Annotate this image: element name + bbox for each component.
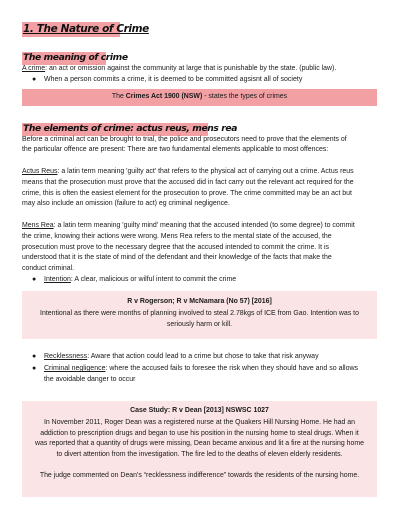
elements-heading: The elements of crime: actus reus, mens rea	[23, 123, 238, 134]
dean-case-box	[22, 401, 377, 497]
crimes-act-suffix: - states the types of crimes	[202, 93, 288, 100]
crimes-act-text	[22, 92, 377, 103]
mens-rea-line-1	[22, 221, 355, 232]
recklessness-text	[44, 352, 319, 363]
crimes-act-box	[22, 89, 377, 106]
mens-rea-line-2: the crime, knowing their actions were wrong. Mens Rea refers to the mental state of the accused, the	[22, 233, 332, 240]
rogerson-case-line-1: Intentional as there were months of planning involved to steal 2.78kgs of ICE from Gao. Intention was to	[40, 310, 359, 317]
dean-case-title: Case Study: R v Dean [2013] NSWSC 1027	[130, 407, 269, 414]
crime-term: A crime	[22, 65, 46, 72]
crimes-act-prefix: The	[111, 93, 126, 100]
mens-rea-term: Mens Rea	[22, 222, 54, 229]
crime-definition	[22, 64, 336, 75]
actus-reus-line-3: crime, this is often the easiest element for the prosecution to prove. The crime committed may be an act but	[22, 190, 352, 197]
mens-rea-line-3: prosecution must prove to the necessary degree that the accused intended to commit the crime. It is	[22, 244, 329, 251]
dean-case-line-2: addiction to prescription drugs and began to use his position in the nursing home to steal drugs. When it	[40, 430, 359, 437]
rogerson-case-box	[22, 291, 377, 339]
recklessness-term: Recklessness	[44, 353, 88, 360]
crime-definition-text: : an act or omission against the community at large that is punishable by the state. (public law).	[45, 65, 337, 72]
crimes-act-name: Crimes Act 1900 (NSW)	[125, 93, 203, 100]
meaning-heading: The meaning of crime	[23, 52, 128, 63]
dean-case-line-1: In November 2011, Roger Dean was a registered nurse at the Quakers Hill Nursing Home. He had an	[43, 419, 356, 426]
elements-intro-2: the particular offence are present: There are two fundamental elements applicable to most offences:	[22, 146, 329, 153]
bullet-dot-icon: ●	[32, 365, 37, 372]
intention-definition: : A clear, malicious or wilful intent to commit the crime	[70, 276, 237, 283]
rogerson-case-line-2: seriously harm or kill.	[166, 321, 233, 328]
mens-rea-line-4: understood that it is the state of mind of the defendant and their knowledge of the facts that make the	[22, 254, 332, 261]
main-heading-band	[22, 22, 149, 37]
negligence-text	[44, 364, 358, 375]
dean-case-line-5: The judge commented on Dean's “recklessness indifference” towards the residents of the nursing home.	[39, 472, 360, 479]
intention-bullet-text	[44, 275, 236, 286]
actus-reus-line-4: may also include an omission (failure to act) eg criminal negligence.	[22, 200, 230, 207]
negligence-definition-1: : where the accused fails to foresee the risk when they should have and so allows	[105, 365, 359, 372]
page-title: 1. The Nature of Crime	[23, 23, 149, 35]
society-bullet-text: When a person commits a crime, it is deemed to be committed agsisnt all of society	[44, 76, 303, 83]
intention-term: Intention	[44, 276, 71, 283]
bullet-dot-icon: ●	[32, 353, 37, 360]
actus-reus-text-1: : a latin term meaning 'guilty act' that refers to the physical act of carrying out a crime. Actus reus	[57, 168, 354, 175]
mens-rea-line-5: conduct criminal.	[22, 265, 75, 272]
actus-reus-line-1	[22, 167, 354, 178]
dean-case-line-4: to divert attention from the investigation. The fire led to the deaths of eleven elderly residents.	[56, 451, 343, 458]
bullet-dot-icon: ●	[32, 76, 37, 83]
negligence-term: Criminal negligence	[44, 365, 106, 372]
elements-intro-1: Before a criminal act can be brought to trial, the police and prosecutors need to prove that the elements of	[22, 136, 347, 143]
negligence-definition-2: the avoidable danger to occur	[44, 376, 136, 383]
recklessness-definition: : Aware that action could lead to a crime but chose to take that risk anyway	[87, 353, 319, 360]
actus-reus-line-2: means that the prosecution must prove that the accused did in fact carry out the relevant act required for the	[22, 179, 354, 186]
rogerson-case-title: R v Rogerson; R v McNamara (No 57) [2016]	[127, 298, 272, 305]
dean-case-line-3: was reported that a quantity of drugs were missing, Dean became anxious and lit a fire at the nursing home	[35, 440, 364, 447]
bullet-dot-icon: ●	[32, 276, 37, 283]
actus-reus-term: Actus Reus	[22, 168, 58, 175]
mens-rea-text-1: : a latin term meaning 'guilty mind' meaning that the accused intended (to some degree) to commit	[53, 222, 355, 229]
